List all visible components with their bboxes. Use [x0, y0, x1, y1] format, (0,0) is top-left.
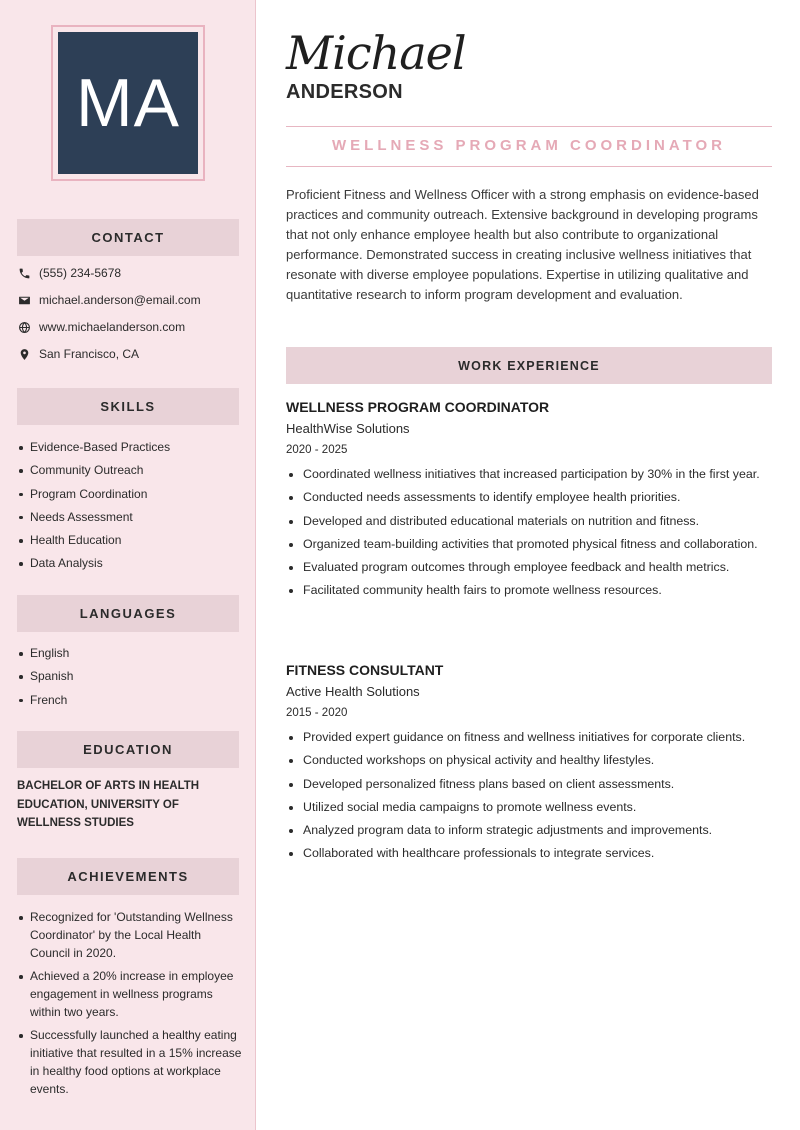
job-entry	[286, 398, 772, 605]
skill-item: Community Outreach	[17, 461, 242, 479]
achievement-item: Achieved a 20% increase in employee engagement in wellness programs within two years.	[17, 967, 242, 1021]
education-entry: BACHELOR OF ARTS IN HEALTH EDUCATION, UNIVERSITY OF WELLNESS STUDIES	[17, 780, 200, 829]
last-name: ANDERSON	[286, 81, 403, 103]
job-bullet: Conducted needs assessments to identify employee health priorities.	[286, 488, 772, 507]
contact-location-text: San Francisco, CA	[39, 347, 140, 361]
monogram: MA	[58, 32, 198, 174]
skill-item: Data Analysis	[17, 554, 242, 572]
achievements-heading: ACHIEVEMENTS	[17, 858, 239, 895]
job-company: HealthWise Solutions	[286, 421, 410, 436]
contact-phone-text: (555) 234-5678	[39, 266, 122, 280]
skill-item: Needs Assessment	[17, 508, 242, 526]
job-bullet: Collaborated with healthcare professionals to integrate services.	[286, 844, 772, 863]
job-bullet: Utilized social media campaigns to promote wellness events.	[286, 798, 772, 817]
languages-list	[17, 644, 242, 714]
job-dates: 2020 - 2025	[286, 444, 348, 456]
job-bullets	[286, 465, 772, 600]
sidebar	[0, 0, 256, 1130]
job-bullet: Developed personalized fitness plans based on client assessments.	[286, 775, 772, 794]
job-bullet: Developed and distributed educational materials on nutrition and fitness.	[286, 512, 772, 531]
job-title: WELLNESS PROGRAM COORDINATOR	[332, 137, 726, 154]
job-role: FITNESS CONSULTANT	[286, 662, 444, 678]
job-bullet: Analyzed program data to inform strategic adjustments and improvements.	[286, 821, 772, 840]
title-rule-top	[286, 126, 772, 127]
job-bullet: Evaluated program outcomes through employee feedback and health metrics.	[286, 558, 772, 577]
summary: Proficient Fitness and Wellness Officer with a strong emphasis on evidence-based practices and community outreach. Extensive background in developing programs that not only enhance employee health but also contribute to organizational performance. Demonstrated success in creating inclusive wellness initiatives that resonate with diverse employee populations. Expertise in utilizing qualitative and quantitative research to inform program development and evaluation.	[286, 187, 759, 302]
globe-icon	[17, 320, 31, 334]
contact-phone	[17, 264, 247, 282]
job-bullets	[286, 728, 772, 863]
contact-email[interactable]	[17, 291, 247, 309]
achievement-item: Recognized for 'Outstanding Wellness Coordinator' by the Local Health Council in 2020.	[17, 908, 242, 962]
job-dates: 2015 - 2020	[286, 707, 348, 719]
language-item: French	[17, 691, 242, 709]
title-rule-bottom	[286, 166, 772, 167]
contact-email-text[interactable]: michael.anderson@email.com	[39, 293, 201, 307]
phone-icon	[17, 266, 31, 280]
job-bullet: Organized team-building activities that promoted physical fitness and collaboration.	[286, 535, 772, 554]
email-icon	[17, 293, 31, 307]
contact-location	[17, 345, 247, 363]
job-role: WELLNESS PROGRAM COORDINATOR	[286, 399, 550, 415]
contact-heading: CONTACT	[17, 219, 239, 256]
education-heading: EDUCATION	[17, 731, 239, 768]
contact-website[interactable]	[17, 318, 247, 336]
job-bullet: Conducted workshops on physical activity and healthy lifestyles.	[286, 751, 772, 770]
skills-list	[17, 438, 242, 578]
first-name: Michael	[286, 26, 466, 80]
language-item: Spanish	[17, 667, 242, 685]
skill-item: Evidence-Based Practices	[17, 438, 242, 456]
work-experience-heading: WORK EXPERIENCE	[286, 347, 772, 384]
languages-heading: LANGUAGES	[17, 595, 239, 632]
monogram-frame	[51, 25, 205, 181]
achievement-item: Successfully launched a healthy eating initiative that resulted in a 15% increase in healthy food options at workplace events.	[17, 1026, 242, 1098]
job-company: Active Health Solutions	[286, 684, 420, 699]
language-item: English	[17, 644, 242, 662]
achievements-list	[17, 908, 242, 1103]
skills-heading: SKILLS	[17, 388, 239, 425]
job-bullet: Coordinated wellness initiatives that increased participation by 30% in the first year.	[286, 465, 772, 484]
location-pin-icon	[17, 347, 31, 361]
job-entry	[286, 661, 772, 868]
job-bullet: Facilitated community health fairs to promote wellness resources.	[286, 581, 772, 600]
skill-item: Program Coordination	[17, 485, 242, 503]
skill-item: Health Education	[17, 531, 242, 549]
job-bullet: Provided expert guidance on fitness and wellness initiatives for corporate clients.	[286, 728, 772, 747]
contact-website-text[interactable]: www.michaelanderson.com	[39, 320, 186, 334]
